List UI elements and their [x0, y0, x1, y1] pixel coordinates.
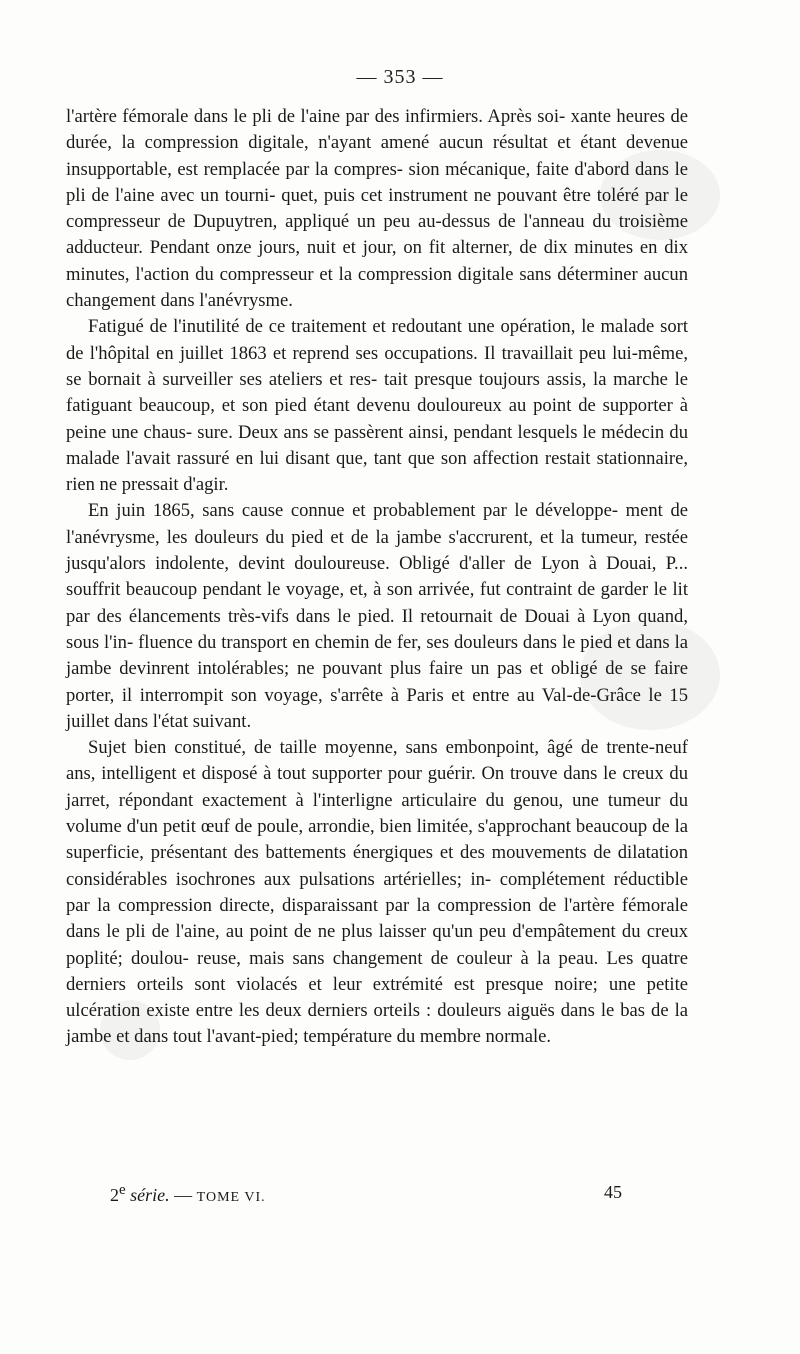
paragraph: Fatigué de l'inutilité de ce traitement et redoutant une opération, le malade sort de l'hôpital en juillet 1863 et reprend ses occupations. Il travaillait peu lui-même, se bornait à surveiller ses ateliers et res- tait presque toujours assis, la marche le fatiguant beaucoup, et son pied étant devenu douloureux au point de supporter à peine une chaus- sure. Deux ans se passèrent ainsi, pendant lesquels le médecin du malade l'avait rassuré en lui disant que, tant que son affection restait stationnaire, rien ne pressait d'agir.: [66, 316, 688, 496]
body-text: [66, 104, 688, 1051]
tome-label: TOME VI.: [196, 1190, 266, 1205]
series-word: série.: [125, 1185, 170, 1205]
page-number-header: — 353 —: [356, 66, 444, 88]
signature-mark: 45: [604, 1182, 622, 1202]
series-superscript: e: [119, 1182, 126, 1198]
footer-dash: —: [169, 1185, 197, 1205]
paragraph: En juin 1865, sans cause connue et probablement par le développe- ment de l'anévrysme, les douleurs du pied et de la jambe s'accrurent, et la tumeur, restée jusqu'alors indolente, devint douloureuse. Obligé d'aller de Lyon à Douai, P... souffrit beaucoup pendant le voyage, et, à son arrivée, fut contraint de garder le lit par des élancements très-vifs dans le pied. Il retournait de Douai à Lyon quand, sous l'in- fluence du transport en chemin de fer, ses douleurs dans le pied et dans la jambe devinrent intolérables; ne pouvant plus faire un pas et obligé de se faire porter, il interrompit son voyage, s'arrête à Paris et entre au Val-de-Grâce le 15 juillet dans l'état suivant.: [66, 500, 688, 732]
paragraph: l'artère fémorale dans le pli de l'aine par des infirmiers. Après soi- xante heures de durée, la compression digitale, n'ayant amené aucun résultat et étant devenue insupportable, est remplacée par la compres- sion mécanique, faite d'abord dans le pli de l'aine avec un tourni- quet, puis cet instrument ne pouvant être toléré par le compresseur de Dupuytren, appliqué un peu au-dessus de l'anneau du troisième adducteur. Pendant onze jours, nuit et jour, on fit alterner, de dix minutes en dix minutes, l'action du compresseur et la compression digitale sans déterminer aucun changement dans l'anévrysme.: [66, 106, 688, 312]
series-volume-line: [110, 1182, 266, 1206]
series-number: 2: [110, 1185, 119, 1205]
paragraph: Sujet bien constitué, de taille moyenne, sans embonpoint, âgé de trente-neuf ans, intelligent et disposé à tout supporter pour guérir. On trouve dans le creux du jarret, répondant exactement à l'interligne articulaire du genou, une tumeur du volume d'un petit œuf de poule, arrondie, bien limitée, s'approchant beaucoup de la superficie, présentant des battements énergiques et des mouvements de dilatation considérables isochrones aux pulsations artérielles; in- complétement réductible par la compression directe, disparaissant par la compression de l'artère fémorale dans le pli de l'aine, au point de ne plus laisser qu'un peu d'empâtement du creux poplité; doulou- reuse, mais sans changement de couleur à la peau. Les quatre derniers orteils sont violacés et leur extrémité est presque noire; une petite ulcération existe entre les deux derniers orteils : douleurs aiguës dans le bas de la jambe et dans tout l'avant-pied; température du membre normale.: [66, 737, 688, 1048]
